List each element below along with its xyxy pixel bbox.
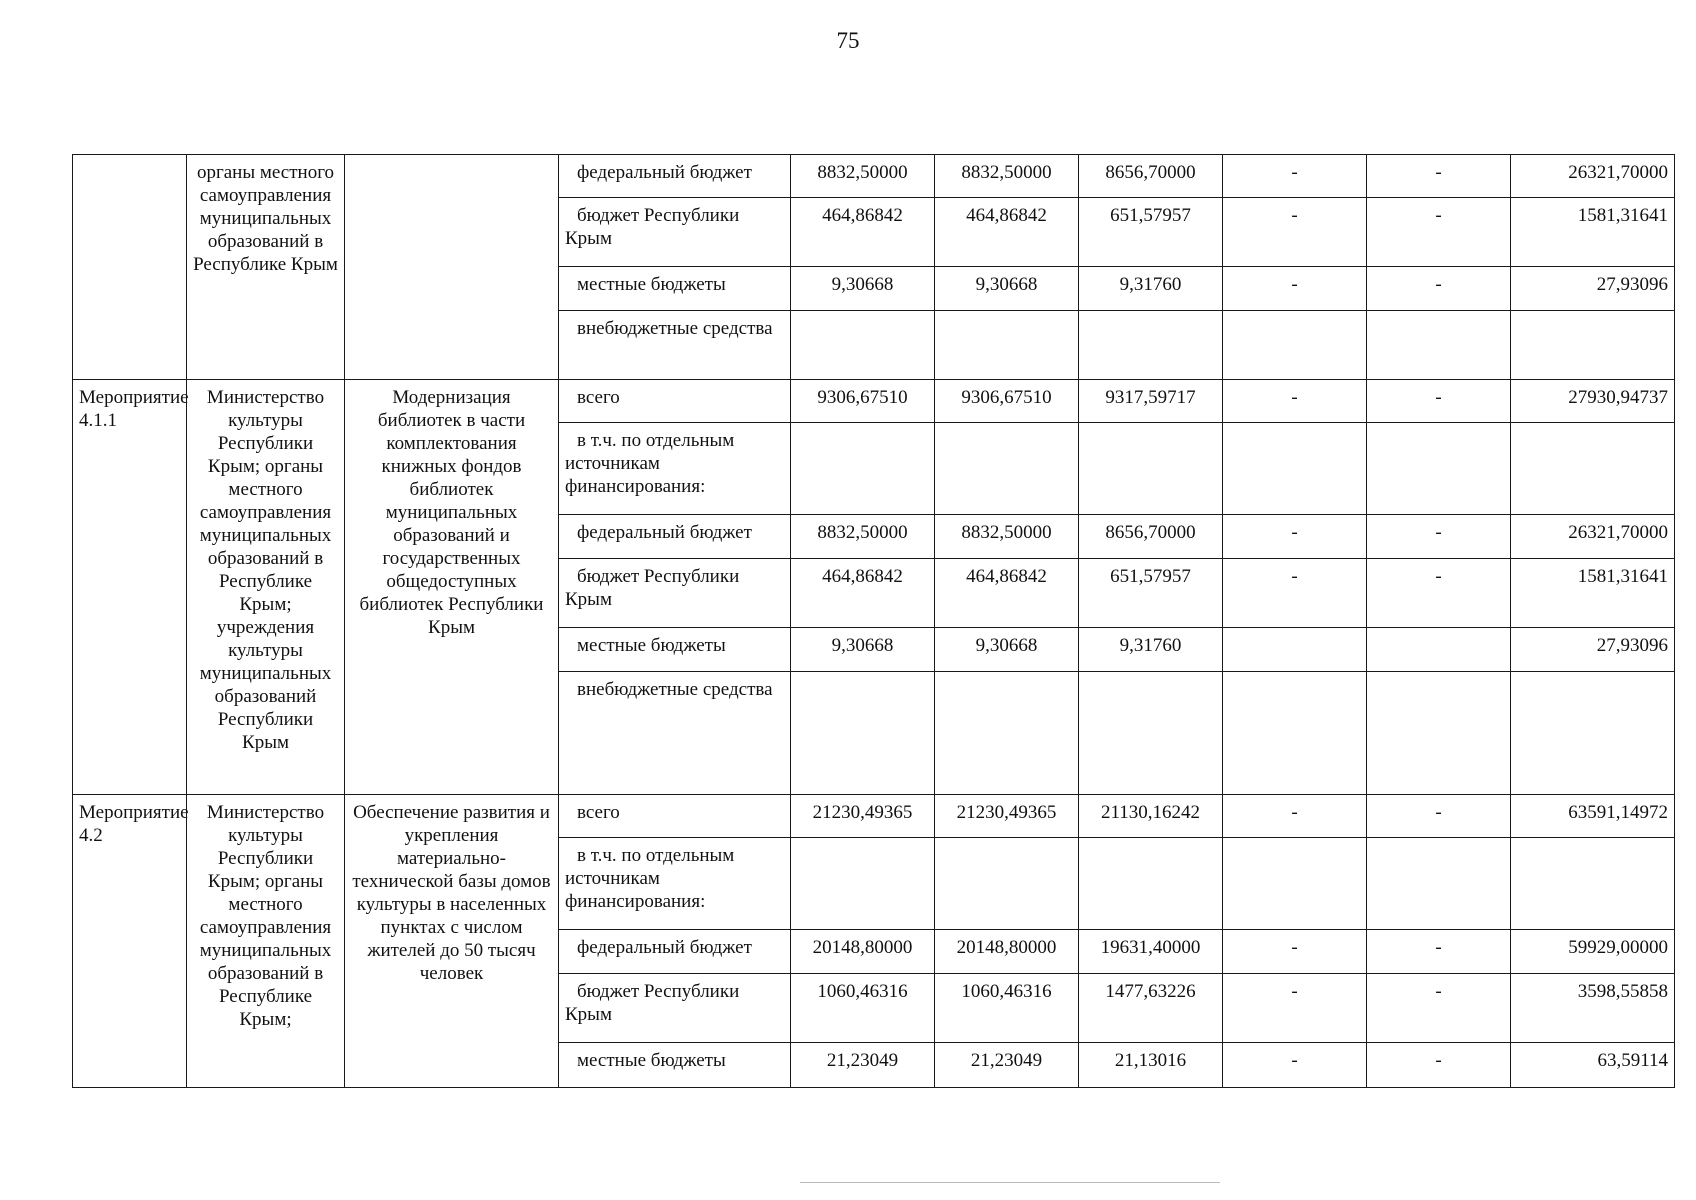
year-amount-cell: 21130,16242 [1079,795,1223,838]
total-amount-cell: 63,59114 [1511,1043,1675,1088]
measure-id-cell: Мероприятие 4.2 [73,795,187,1088]
dash-cell: - [1367,380,1511,423]
dash-cell: - [1367,515,1511,559]
description-cell [345,155,559,380]
year-amount-cell [1079,311,1223,380]
dash-cell [1367,838,1511,930]
year-amount-cell: 20148,80000 [791,930,935,974]
funding-source-cell [559,380,791,423]
year-amount-cell: 1060,46316 [935,974,1079,1043]
funding-source-cell [559,795,791,838]
dash-cell [1223,628,1367,672]
year-amount-cell: 9,31760 [1079,628,1223,672]
funding-source-cell [559,628,791,672]
funding-source-label: внебюджетные средства [577,318,773,339]
year-amount-cell: 1060,46316 [791,974,935,1043]
total-amount-cell: 3598,55858 [1511,974,1675,1043]
year-amount-cell: 651,57957 [1079,559,1223,628]
year-amount-cell [791,423,935,515]
year-amount-cell: 9306,67510 [935,380,1079,423]
funding-source-cell [559,267,791,311]
funding-source-cell [559,838,791,930]
funding-source-label: всего [577,387,620,408]
year-amount-cell [935,423,1079,515]
total-amount-cell: 1581,31641 [1511,559,1675,628]
dash-cell [1223,423,1367,515]
funding-source-label: местные бюджеты [577,274,726,295]
funding-source-label: местные бюджеты [577,1050,726,1071]
dash-cell: - [1223,267,1367,311]
dash-cell [1223,672,1367,795]
measure-id-cell [73,155,187,380]
dash-cell: - [1223,380,1367,423]
dash-cell [1367,672,1511,795]
year-amount-cell: 9,30668 [935,628,1079,672]
year-amount-cell: 9306,67510 [791,380,935,423]
funding-source-cell [559,672,791,795]
dash-cell: - [1367,267,1511,311]
executor-cell: Министерство культуры Республики Крым; органы местного самоуправления муниципальных образований в Республике Крым; [187,795,345,1088]
year-amount-cell [1079,672,1223,795]
dash-cell: - [1223,559,1367,628]
year-amount-cell: 19631,40000 [1079,930,1223,974]
funding-source-cell [559,311,791,380]
year-amount-cell [935,311,1079,380]
funding-source-cell [559,515,791,559]
year-amount-cell: 9,30668 [935,267,1079,311]
funding-source-label: федеральный бюджет [577,522,752,543]
scan-artifact-line [800,1182,1220,1183]
total-amount-cell: 27,93096 [1511,628,1675,672]
year-amount-cell: 21,13016 [1079,1043,1223,1088]
year-amount-cell [791,311,935,380]
page-number: 75 [836,28,860,53]
funding-source-cell [559,974,791,1043]
year-amount-cell: 9,31760 [1079,267,1223,311]
table-row [73,795,1675,838]
total-amount-cell: 27930,94737 [1511,380,1675,423]
dash-cell: - [1367,198,1511,267]
year-amount-cell: 651,57957 [1079,198,1223,267]
dash-cell: - [1367,1043,1511,1088]
total-amount-cell: 27,93096 [1511,267,1675,311]
dash-cell: - [1367,930,1511,974]
year-amount-cell: 9,30668 [791,267,935,311]
funding-source-label: бюджет Республики Крым [565,566,740,610]
dash-cell: - [1223,155,1367,198]
year-amount-cell: 1477,63226 [1079,974,1223,1043]
year-amount-cell: 21230,49365 [791,795,935,838]
year-amount-cell: 464,86842 [935,559,1079,628]
year-amount-cell [935,838,1079,930]
funding-source-cell [559,930,791,974]
year-amount-cell: 21,23049 [935,1043,1079,1088]
budget-table [72,154,1675,1088]
funding-source-label: внебюджетные средства [577,679,773,700]
dash-cell: - [1367,559,1511,628]
executor-cell: органы местного самоуправления муниципальных образований в Республике Крым [187,155,345,380]
funding-source-label: бюджет Республики Крым [565,205,740,249]
funding-source-cell [559,559,791,628]
year-amount-cell [791,672,935,795]
funding-source-cell [559,1043,791,1088]
dash-cell: - [1223,1043,1367,1088]
funding-source-label: федеральный бюджет [577,937,752,958]
total-amount-cell: 1581,31641 [1511,198,1675,267]
dash-cell: - [1367,795,1511,838]
year-amount-cell [1079,838,1223,930]
dash-cell [1223,838,1367,930]
year-amount-cell: 8656,70000 [1079,155,1223,198]
description-cell: Обеспечение развития и укрепления материально-технической базы домов культуры в населенных пунктах с числом жителей до 50 тысяч человек [345,795,559,1088]
table-row [73,380,1675,423]
executor-cell: Министерство культуры Республики Крым; органы местного самоуправления муниципальных образований в Республике Крым; учреждения культуры муниципальных образований Республики Крым [187,380,345,795]
budget-table-body [73,155,1675,1088]
year-amount-cell: 8832,50000 [791,155,935,198]
year-amount-cell: 9,30668 [791,628,935,672]
year-amount-cell: 8832,50000 [791,515,935,559]
table-row [73,155,1675,198]
measure-id-cell: Мероприятие 4.1.1 [73,380,187,795]
year-amount-cell: 21,23049 [791,1043,935,1088]
year-amount-cell: 9317,59717 [1079,380,1223,423]
dash-cell: - [1367,155,1511,198]
total-amount-cell: 59929,00000 [1511,930,1675,974]
year-amount-cell: 21230,49365 [935,795,1079,838]
year-amount-cell: 464,86842 [935,198,1079,267]
dash-cell: - [1223,198,1367,267]
total-amount-cell [1511,423,1675,515]
dash-cell: - [1367,974,1511,1043]
funding-source-label: федеральный бюджет [577,162,752,183]
funding-source-cell [559,155,791,198]
dash-cell: - [1223,930,1367,974]
total-amount-cell [1511,672,1675,795]
year-amount-cell: 20148,80000 [935,930,1079,974]
dash-cell: - [1223,795,1367,838]
year-amount-cell: 464,86842 [791,559,935,628]
total-amount-cell [1511,311,1675,380]
total-amount-cell: 26321,70000 [1511,155,1675,198]
year-amount-cell [935,672,1079,795]
funding-source-label: местные бюджеты [577,635,726,656]
total-amount-cell: 26321,70000 [1511,515,1675,559]
funding-source-cell [559,423,791,515]
dash-cell [1223,311,1367,380]
funding-source-cell [559,198,791,267]
total-amount-cell: 63591,14972 [1511,795,1675,838]
year-amount-cell: 8832,50000 [935,155,1079,198]
total-amount-cell [1511,838,1675,930]
funding-source-label: бюджет Республики Крым [565,981,740,1025]
dash-cell [1367,423,1511,515]
year-amount-cell: 464,86842 [791,198,935,267]
funding-source-label: в т.ч. по отдельным источникам финансирования: [565,845,735,912]
year-amount-cell [1079,423,1223,515]
year-amount-cell [791,838,935,930]
funding-source-label: всего [577,802,620,823]
year-amount-cell: 8832,50000 [935,515,1079,559]
dash-cell [1367,628,1511,672]
description-cell: Модернизация библиотек в части комплектования книжных фондов библиотек муниципальных образований и государственных общедоступных библиотек Республики Крым [345,380,559,795]
dash-cell: - [1223,515,1367,559]
dash-cell [1367,311,1511,380]
funding-source-label: в т.ч. по отдельным источникам финансирования: [565,430,735,497]
dash-cell: - [1223,974,1367,1043]
year-amount-cell: 8656,70000 [1079,515,1223,559]
